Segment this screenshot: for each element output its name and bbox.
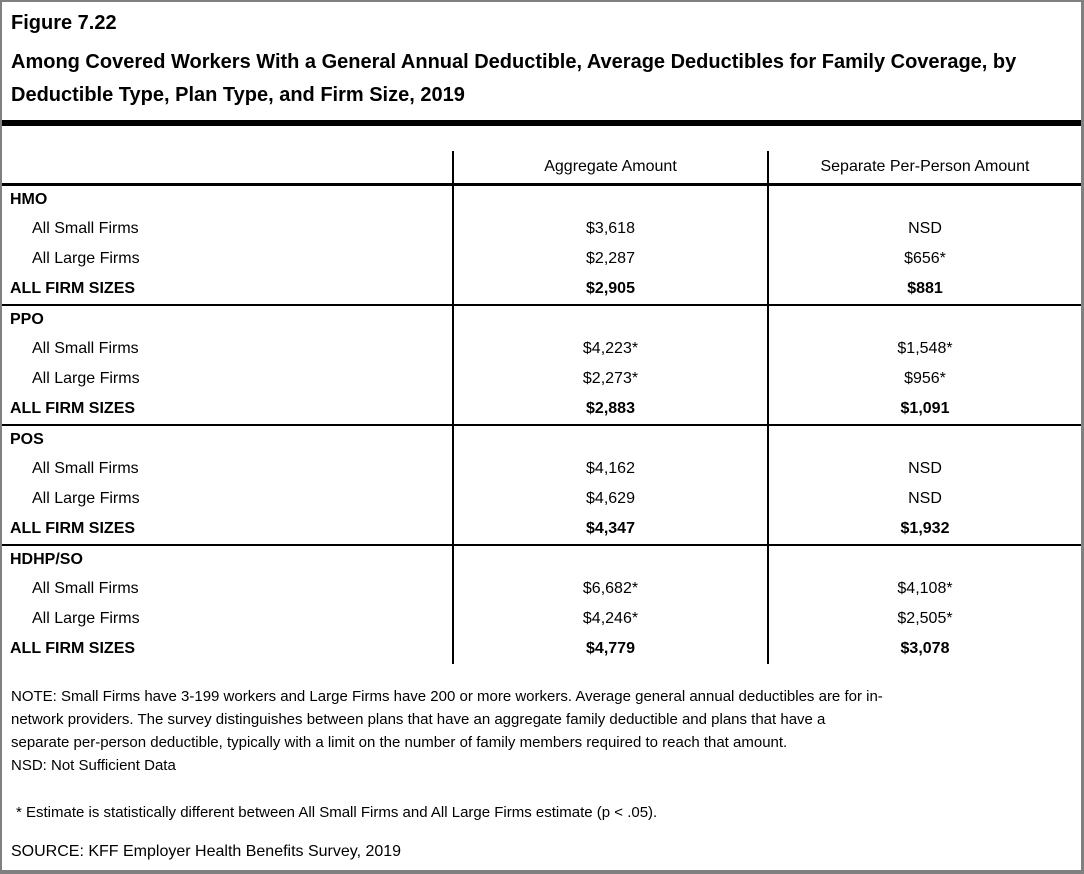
deductibles-table (2, 126, 1081, 664)
table-section-hmo (2, 186, 1081, 304)
plan-type-row (2, 546, 1081, 574)
aggregate-cell-empty (452, 306, 767, 334)
aggregate-amount-value: $4,223* (452, 334, 767, 364)
table-section-ppo (2, 304, 1081, 424)
aggregate-amount-value: $4,347 (452, 514, 767, 544)
aggregate-amount-value: $6,682* (452, 574, 767, 604)
aggregate-amount-value: $4,629 (452, 484, 767, 514)
separate-per-person-value: $656* (767, 244, 1081, 274)
separate-per-person-value: NSD (767, 484, 1081, 514)
aggregate-cell-empty (452, 186, 767, 214)
separate-per-person-value: $1,932 (767, 514, 1081, 544)
source-line: SOURCE: KFF Employer Health Benefits Survey, 2019 (11, 843, 402, 860)
row-label: All Small Firms (32, 460, 139, 477)
note-line-3: separate per-person deductible, typically with a limit on the number of family members required to reach that amount. (11, 734, 788, 751)
figure-header (2, 2, 1081, 112)
separate-cell-empty (767, 186, 1081, 214)
plan-type-row (2, 186, 1081, 214)
figure-number: Figure 7.22 (11, 12, 117, 34)
aggregate-amount-value: $4,779 (452, 634, 767, 664)
table-row-all-firm-sizes (2, 394, 1081, 424)
separate-per-person-value: $3,078 (767, 634, 1081, 664)
aggregate-amount-value: $4,246* (452, 604, 767, 634)
table-section-hdhp-so (2, 544, 1081, 664)
separate-cell-empty (767, 546, 1081, 574)
row-label: ALL FIRM SIZES (10, 400, 136, 417)
column-header-blank (2, 151, 452, 183)
aggregate-cell-empty (452, 546, 767, 574)
row-label: ALL FIRM SIZES (10, 520, 136, 537)
table-row-all-small-firms (2, 454, 1081, 484)
separate-per-person-value: $1,091 (767, 394, 1081, 424)
row-label: All Small Firms (32, 580, 139, 597)
separate-per-person-value: $1,548* (767, 334, 1081, 364)
aggregate-amount-value: $3,618 (452, 214, 767, 244)
row-label: All Large Firms (32, 250, 140, 267)
table-header-row (2, 151, 1081, 183)
plan-type-row (2, 426, 1081, 454)
row-label: All Large Firms (32, 490, 140, 507)
table-row-all-small-firms (2, 334, 1081, 364)
table-row-all-small-firms (2, 574, 1081, 604)
aggregate-amount-value: $2,905 (452, 274, 767, 304)
row-label: All Small Firms (32, 220, 139, 237)
table-row-all-large-firms (2, 244, 1081, 274)
table-row-all-large-firms (2, 484, 1081, 514)
table-row-all-firm-sizes (2, 634, 1081, 664)
table-section-pos (2, 424, 1081, 544)
plan-type-label: POS (10, 431, 44, 448)
table-row-all-large-firms (2, 604, 1081, 634)
row-label: All Small Firms (32, 340, 139, 357)
plan-type-label: PPO (10, 311, 44, 328)
row-label: ALL FIRM SIZES (10, 280, 136, 297)
aggregate-cell-empty (452, 426, 767, 454)
separate-cell-empty (767, 426, 1081, 454)
column-header-aggregate-amount: Aggregate Amount (452, 151, 767, 183)
note-text (11, 685, 1069, 777)
note-line-2: network providers. The survey distinguishes between plans that have an aggregate family deductible and plans that have a (11, 711, 826, 728)
row-label: ALL FIRM SIZES (10, 640, 136, 657)
aggregate-amount-value: $2,273* (452, 364, 767, 394)
table-row-all-large-firms (2, 364, 1081, 394)
table-row-all-firm-sizes (2, 274, 1081, 304)
aggregate-amount-value: $2,287 (452, 244, 767, 274)
separate-cell-empty (767, 306, 1081, 334)
separate-per-person-value: NSD (767, 214, 1081, 244)
figure-title: Among Covered Workers With a General Annual Deductible, Average Deductibles for Family Coverage, by Deductible Type, Plan Type, and Firm Size, 2019 (11, 51, 1017, 106)
table-row-all-firm-sizes (2, 514, 1081, 544)
separate-per-person-value: NSD (767, 454, 1081, 484)
separate-per-person-value: $4,108* (767, 574, 1081, 604)
plan-type-label: HDHP/SO (10, 551, 83, 568)
column-header-separate-per-person-amount: Separate Per-Person Amount (767, 151, 1081, 183)
separate-per-person-value: $2,505* (767, 604, 1081, 634)
separate-per-person-value: $881 (767, 274, 1081, 304)
table-row-all-small-firms (2, 214, 1081, 244)
table-body (2, 186, 1081, 664)
asterisk-note: * Estimate is statistically different between All Small Firms and All Large Firms estimate (p < .05). (16, 804, 658, 821)
aggregate-amount-value: $4,162 (452, 454, 767, 484)
row-label: All Large Firms (32, 610, 140, 627)
note-line-1: NOTE: Small Firms have 3-199 workers and Large Firms have 200 or more workers. Average general annual deductibles are for in- (11, 688, 883, 705)
aggregate-amount-value: $2,883 (452, 394, 767, 424)
notes-area (2, 664, 1081, 862)
plan-type-label: HMO (10, 191, 48, 208)
table-header-spacer (2, 126, 1081, 151)
plan-type-row (2, 306, 1081, 334)
note-line-4: NSD: Not Sufficient Data (11, 757, 176, 774)
separate-per-person-value: $956* (767, 364, 1081, 394)
row-label: All Large Firms (32, 370, 140, 387)
